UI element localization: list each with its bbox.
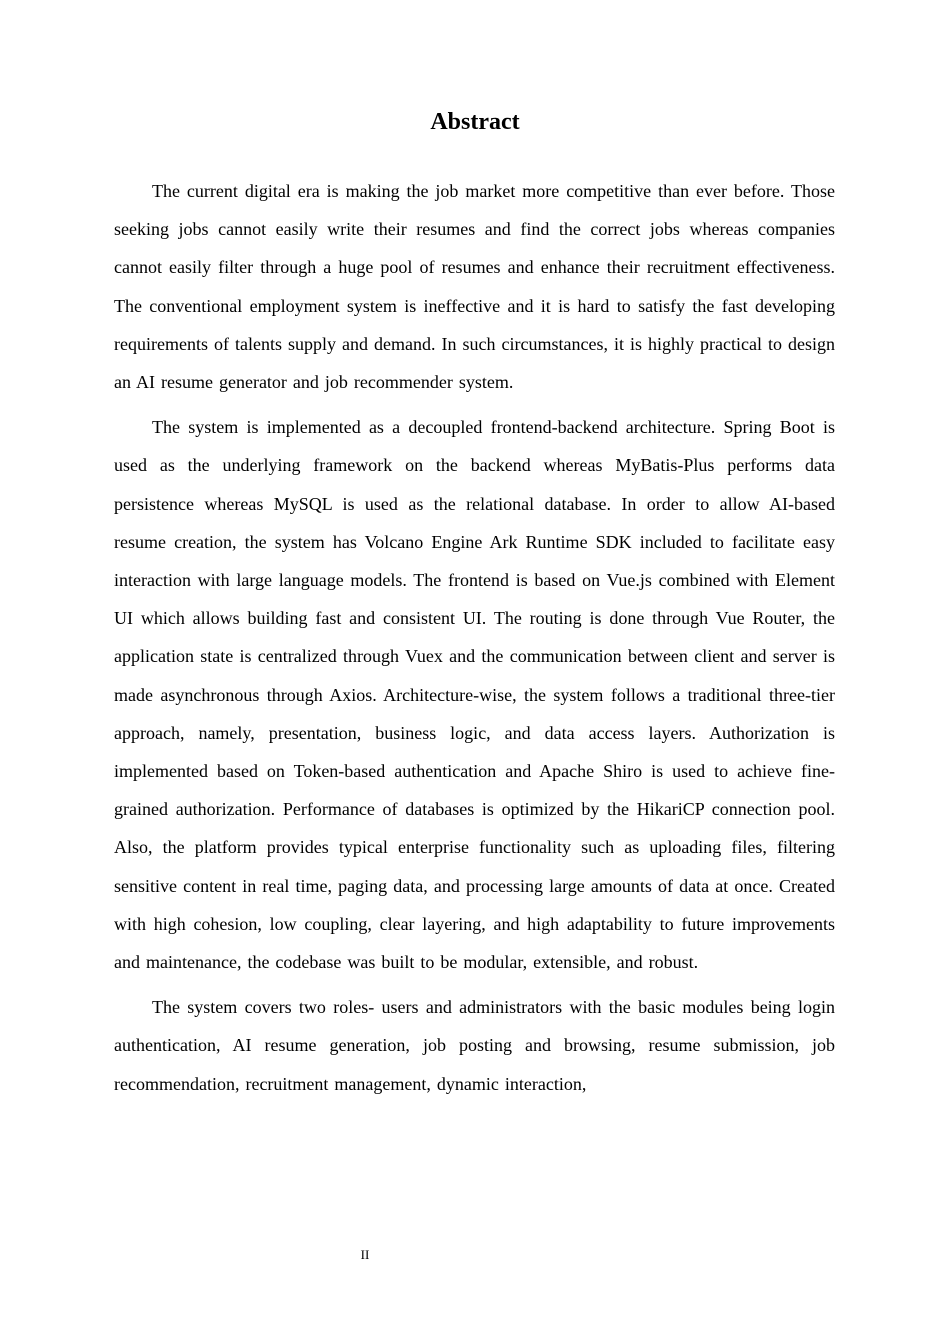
paragraph-roles: The system covers two roles- users and administrators with the basic modules being login authentication, AI resume generation, job posting and browsing, resume submission, job recommendation, recruitment management, dynamic interaction, (114, 997, 835, 1094)
abstract-body (114, 172, 835, 1103)
paragraph-intro: The current digital era is making the job market more competitive than ever before. Those seeking jobs cannot easily write their resumes and find the correct jobs whereas companies cannot easily filter through a huge pool of resumes and enhance their recruitment effectiveness. The conventional employment system is ineffective and it is hard to satisfy the fast developing requirements of talents supply and demand. In such circumstances, it is highly practical to design an AI resume generator and job recommender system. (114, 181, 835, 393)
paragraph-architecture: The system is implemented as a decoupled frontend-backend architecture. Spring Boot is used as the underlying framework on the backend whereas MyBatis-Plus performs data persistence whereas MySQL is used as the relational database. In order to allow AI-based resume creation, the system has Volcano Engine Ark Runtime SDK included to facilitate easy interaction with large language models. The frontend is based on Vue.js combined with Element UI which allows building fast and consistent UI. The routing is done through Vue Router, the application state is centralized through Vuex and the communication between client and server is made asynchronous through Axios. Architecture-wise, the system follows a traditional three-tier approach, namely, presentation, business logic, and data access layers. Authorization is implemented based on Token-based authentication and Apache Shiro is used to achieve fine-grained authorization. Performance of databases is optimized by the HikariCP connection pool. Also, the platform provides typical enterprise functionality such as uploading files, filtering sensitive content in real time, paging data, and processing large amounts of data at once. Created with high cohesion, low coupling, clear layering, and high adaptability to future improvements and maintenance, the codebase was built to be modular, extensible, and robust. (114, 417, 835, 973)
abstract-heading: Abstract (430, 109, 520, 135)
page-number: II (360, 1247, 370, 1262)
